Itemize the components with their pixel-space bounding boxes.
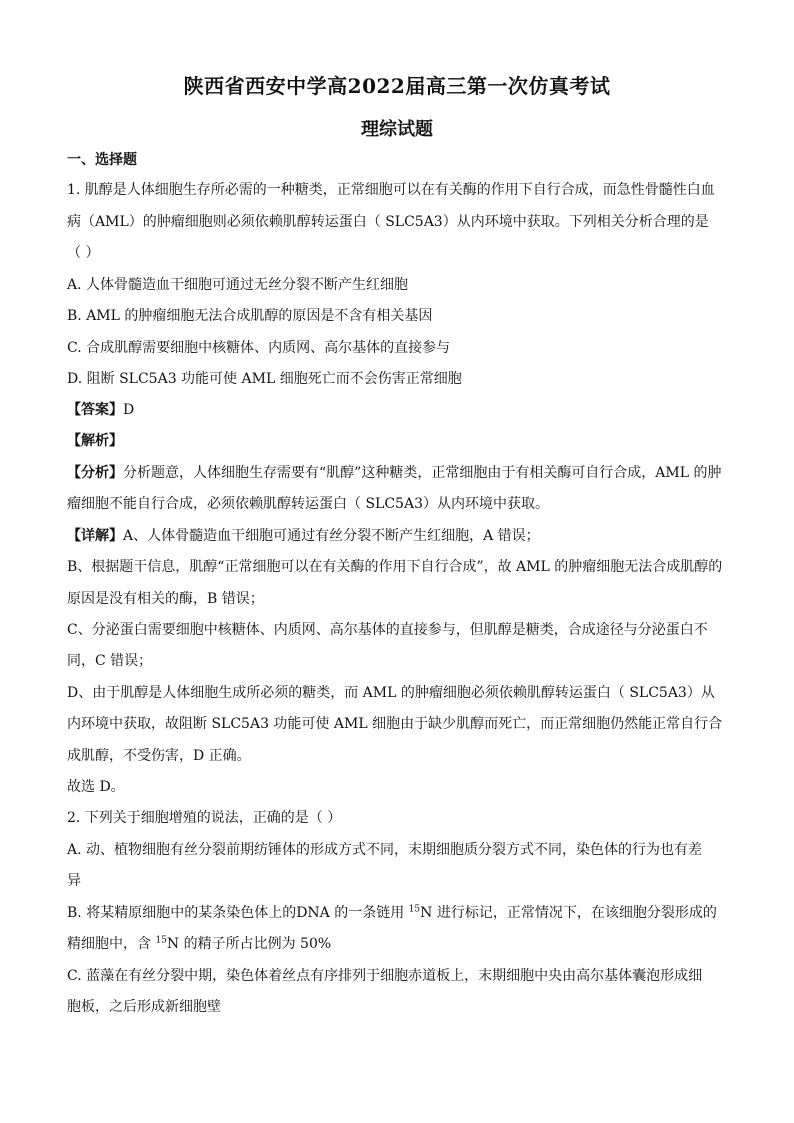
q2-b1-isotope-sup: 15: [408, 904, 421, 915]
xiangjie-line-b1: B、根据题干信息，肌醇“正常细胞可以在有关酶的作用下自行合成”，故 AML 的肿瘤细胞无法合成肌醇的: [67, 559, 723, 575]
q1-option-d: D. 阻断 SLC5A3 功能可使 AML 细胞死亡而不会伤害正常细胞: [67, 371, 462, 387]
analysis-label: 【解析】: [67, 433, 123, 449]
fenxi-label: 【分析】: [67, 465, 123, 481]
fenxi-text-1: 分析题意，人体细胞生存需要有“肌醇”这种糖类，正常细胞由于有相关酶可自行合成，AML 的肿: [123, 465, 722, 481]
xiangjie-line-c1: C、分泌蛋白需要细胞中核糖体、内质网、高尔基体的直接参与，但肌醇是糖类，合成途径与分泌蛋白不: [67, 622, 708, 638]
q2-option-a-line-2: 异: [67, 873, 81, 889]
xiangjie-line-b2: 原因是没有相关的酶，B 错误；: [67, 591, 264, 607]
answer-label: 【答案】: [67, 402, 123, 418]
q2-option-b-line-1: [67, 903, 727, 923]
q2-option-c-line-1: C. 蓝藻在有丝分裂中期，染色体着丝点有序排列于细胞赤道板上，末期细胞中央由高尔基体囊泡形成细: [67, 968, 703, 984]
page-subtitle: 理综试题: [361, 119, 433, 140]
page-title: 陕西省西安中学高2022届高三第一次仿真考试: [183, 74, 611, 98]
xiangjie-line-d2: 内环境中获取，故阻断 SLC5A3 功能可使 AML 细胞由于缺少肌醇而死亡，而正常细胞仍然能正常自行合: [67, 716, 723, 732]
xiangjie-label: 【详解】: [67, 528, 123, 544]
section-heading: 一、选择题: [67, 152, 137, 168]
q1-stem-line-3: （ ）: [67, 245, 100, 261]
xiangjie-line-d1: D、由于肌醇是人体细胞生成所必须的糖类，而 AML 的肿瘤细胞必须依赖肌醇转运蛋白（ SLC5A3）从: [67, 685, 715, 701]
q2-option-b-line-2: [67, 934, 727, 954]
q2-stem: 2. 下列关于细胞增殖的说法，正确的是（ ）: [67, 810, 342, 826]
q1-answer: [67, 400, 727, 420]
q2-option-a-line-1: A. 动、植物细胞有丝分裂前期纺锤体的形成方式不同，末期细胞质分裂方式不同，染色体的行为也有差: [67, 842, 703, 858]
q1-option-c: C. 合成肌醇需要细胞中核糖体、内质网、高尔基体的直接参与: [67, 340, 451, 356]
fenxi-line-1: [67, 463, 727, 483]
q1-option-b: B. AML 的肿瘤细胞无法合成肌醇的原因是不含有相关基因: [67, 308, 433, 324]
q2-b2-isotope-sup: 15: [155, 935, 167, 946]
q2-option-c-line-2: 胞板，之后形成新细胞壁: [67, 999, 221, 1015]
q2-b1-text-post: N 进行标记，正常情况下，在该细胞分裂形成的: [420, 905, 717, 921]
q1-option-a: A. 人体骨髓造血干细胞可通过无丝分裂不断产生红细胞: [67, 277, 409, 293]
xiangjie-line-c2: 同，C 错误；: [67, 653, 153, 669]
q2-b1-text-pre: B. 将某精原细胞中的某条染色体上的DNA 的一条链用: [67, 905, 409, 921]
q1-stem-line-2: 病（AML）的肿瘤细胞则必须依赖肌醇转运蛋白（ SLC5A3）从内环境中获取。下列相关分析合理的是: [67, 214, 709, 230]
xiangjie-text-a: A、人体骨髓造血干细胞可通过有丝分裂不断产生红细胞，A 错误；: [123, 528, 540, 544]
fenxi-line-2: 瘤细胞不能自行合成，必须依赖肌醇转运蛋白（ SLC5A3）从内环境中获取。: [67, 496, 549, 512]
q1-stem-line-1: 1. 肌醇是人体细胞生存所必需的一种糖类，正常细胞可以在有关酶的作用下自行合成，而急性骨髓性白血: [67, 182, 715, 198]
xiangjie-line-d3: 成肌醇，不受伤害，D 正确。: [67, 748, 251, 764]
q2-b2-text-post: N 的精子所占比例为 50%: [166, 936, 332, 952]
answer-value: D: [123, 402, 135, 418]
q2-b2-text-pre: 精细胞中，含: [67, 936, 156, 952]
xiangjie-line-a: [67, 526, 727, 546]
q1-conclusion: 故选 D。: [67, 779, 125, 795]
